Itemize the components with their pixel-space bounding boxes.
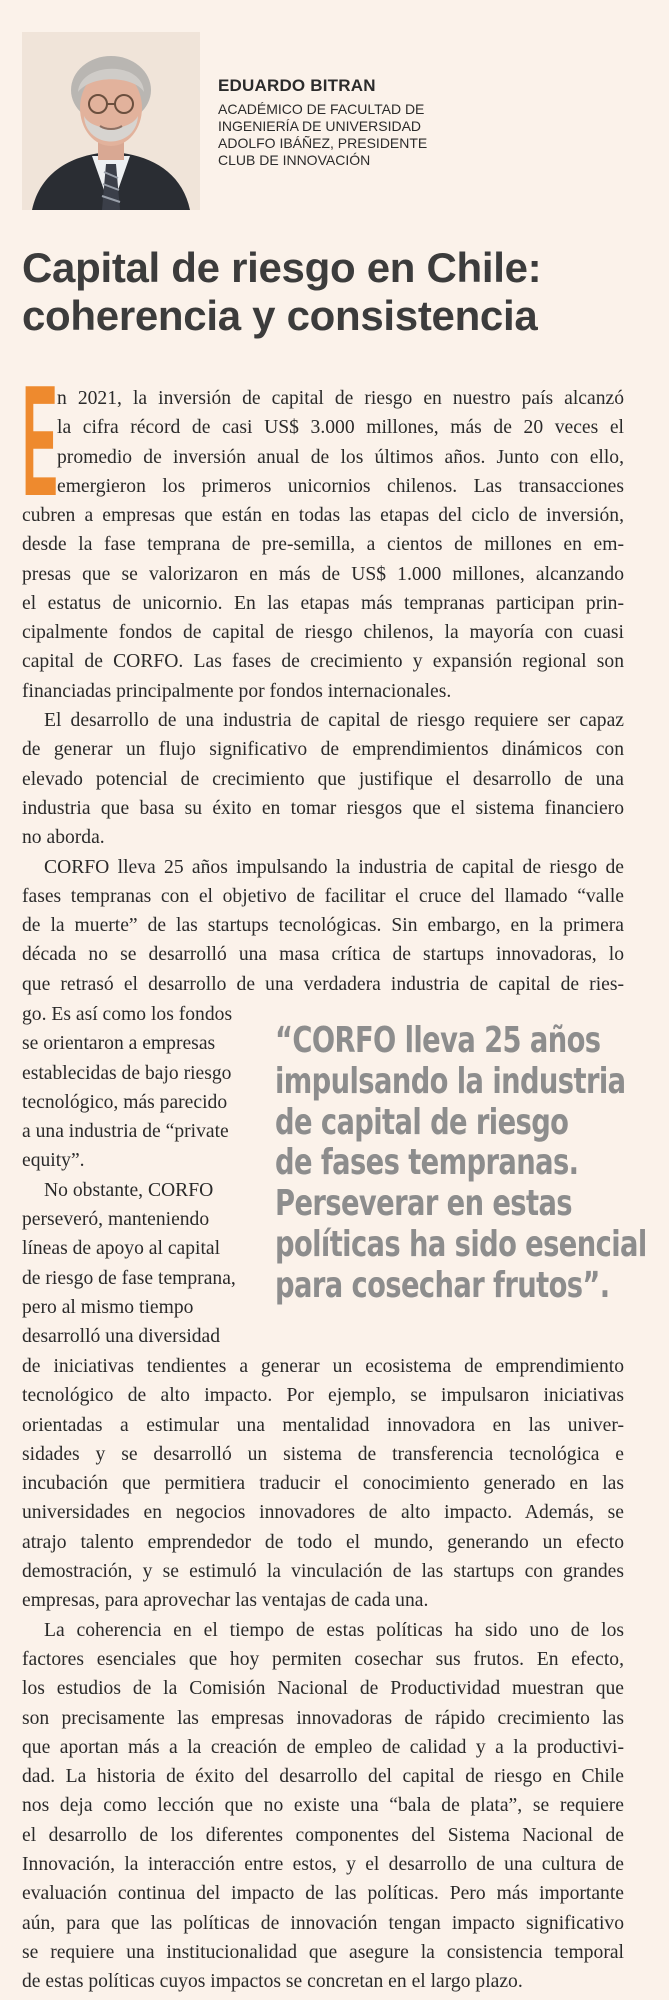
pull-quote-line: “CORFO lleva 25 años: [275, 1020, 601, 1061]
text-line: presas que se valorizaron en más de US$ 1.000 millones, alcanzando: [22, 563, 624, 585]
pull-quote-line: de capital de riesgo: [275, 1101, 569, 1143]
author-portrait-illustration: [22, 32, 200, 210]
article-body-top: [22, 501, 624, 999]
text-line: dad. La historia de éxito del desarrollo del capital de riesgo en Chile: [22, 1766, 624, 1788]
text-line: la cifra récord de casi US$ 3.000 millones, más de 20 veces el: [57, 417, 624, 439]
text-line: atrajo talento emprendedor de todo el mundo, generando un efecto: [22, 1531, 624, 1553]
headline-line: coherencia y consistencia: [22, 292, 538, 339]
text-line: pero al mismo tiempo: [22, 1296, 194, 1318]
pull-quote-line: para cosechar frutos”.: [275, 1264, 610, 1306]
text-line: n 2021, la inversión de capital de riesgo en nuestro país alcanzó: [57, 388, 624, 409]
text-line: de iniciativas tendientes a generar un ecosistema de emprendimiento: [22, 1356, 624, 1377]
text-line: cubren a empresas que están en todas las etapas del ciclo de inversión,: [22, 505, 624, 526]
author-name: EDUARDO BITRAN: [218, 76, 376, 95]
text-line: que aportan más a la creación de empleo de calidad y a la productivi-: [22, 1736, 624, 1758]
article-body-narrow: [22, 1000, 254, 1352]
text-line: nos deja como lección que no existe una “bala de plata”, se requiere: [22, 1795, 624, 1817]
text-line: de la muerte” de las startups tecnológicas. Sin embargo, en la primera: [22, 915, 624, 937]
pull-quote-line: Perseverar en estas: [275, 1183, 572, 1225]
text-line: tecnológico de alto impacto. Por ejemplo, se impulsaron iniciativas: [22, 1385, 624, 1407]
text-line: go. Es así como los fondos: [22, 1004, 233, 1025]
text-line: capital de CORFO. Las fases de crecimiento y expansión regional son: [22, 651, 624, 673]
text-line: demostración, y se estimuló la vinculación de las startups con grandes: [22, 1561, 624, 1583]
article-headline: [22, 244, 652, 340]
text-line: industria que basa su éxito en tomar riesgos que el sistema financiero: [22, 797, 624, 819]
text-line: los estudios de la Comisión Nacional de Productividad muestran que: [22, 1678, 624, 1700]
paragraph-intro: [57, 384, 624, 501]
text-line: evaluación continua del impacto de las políticas. Pero más importante: [22, 1883, 624, 1905]
text-line: que retrasó el desarrollo de una verdadera industria de capital de ries-: [22, 973, 624, 995]
pull-quote-line: impulsando la industria: [275, 1060, 626, 1102]
author-info: [218, 76, 427, 169]
text-line: fases tempranas con el objetivo de facilitar el cruce del llamado “valle: [22, 885, 624, 907]
text-line: son precisamente las empresas innovadoras de rápido crecimiento las: [22, 1707, 624, 1729]
text-line: aún, para que las políticas de innovación tengan impacto significativo: [22, 1912, 624, 1934]
text-line: el desarrollo de los diferentes componentes del Sistema Nacional de: [22, 1824, 624, 1846]
text-line: factores esenciales que hoy permiten cosechar sus frutos. En efecto,: [22, 1648, 624, 1670]
text-line: líneas de apoyo al capital: [22, 1238, 221, 1260]
text-line: Innovación, la interacción entre estos, y el desarrollo de una cultura de: [22, 1854, 624, 1876]
drop-cap: [22, 353, 58, 529]
text-line: de generar un flujo significativo de emprendimientos dinámicos con: [22, 739, 624, 761]
author-role-line: CLUB DE INNOVACIÓN: [218, 152, 371, 168]
text-line: sidades y se desarrolló un sistema de transferencia tecnológica e: [22, 1443, 624, 1465]
text-line: No obstante, CORFO: [44, 1179, 214, 1201]
text-line: tecnológico, más parecido: [22, 1091, 228, 1113]
text-line: se requiere una institucionalidad que asegure la consistencia temporal: [22, 1941, 624, 1963]
text-line: desde la fase temprana de pre-semilla, a cientos de millones en em-: [22, 534, 624, 556]
author-role-line: ADOLFO IBÁÑEZ, PRESIDENTE: [218, 135, 428, 151]
text-line: de riesgo de fase temprana,: [22, 1267, 236, 1289]
text-line: equity”.: [22, 1150, 85, 1172]
author-photo: [22, 32, 200, 210]
author-role: [218, 101, 427, 169]
text-line: universidades en negocios innovadores de alto impacto. Además, se: [22, 1502, 624, 1524]
text-line: promedio de inversión anual de los últimos años. Junto con ello,: [57, 446, 624, 468]
text-line: orientadas a estimular una mentalidad innovadora en las univer-: [22, 1414, 624, 1436]
pull-quote: [275, 1021, 660, 1307]
text-line: financiadas principalmente por fondos internacionales.: [22, 680, 452, 702]
text-line: establecidas de bajo riesgo: [22, 1062, 232, 1084]
text-line: se orientaron a empresas: [22, 1033, 216, 1055]
text-line: incubación que permitiera traducir el conocimiento generado en las: [22, 1473, 624, 1495]
text-line: de estas políticas cuyos impactos se concretan en el largo plazo.: [22, 1971, 523, 1993]
author-role-line: ACADÉMICO DE FACULTAD DE: [218, 101, 425, 117]
headline-line: Capital de riesgo en Chile:: [22, 244, 542, 291]
article-body-bottom: [22, 1352, 624, 1997]
text-line: no aborda.: [22, 827, 105, 849]
text-line: perseveró, manteniendo: [22, 1209, 210, 1231]
author-role-line: INGENIERÍA DE UNIVERSIDAD: [218, 118, 422, 134]
text-line: desarrolló una diversidad: [22, 1326, 221, 1348]
text-line: cipalmente fondos de capital de riesgo chilenos, la mayoría con cuasi: [22, 622, 624, 644]
text-line: elevado potencial de crecimiento que justifique el desarrollo de una: [22, 768, 624, 790]
pull-quote-line: de fases tempranas.: [275, 1142, 579, 1184]
pull-quote-line: políticas ha sido esencial: [275, 1223, 647, 1265]
text-line: empresas, para aprovechar las ventajas de cada una.: [22, 1590, 429, 1612]
text-line: CORFO lleva 25 años impulsando la industria de capital de riesgo de: [44, 856, 624, 878]
drop-cap-letter: E: [22, 353, 58, 529]
text-line: década no se desarrolló una masa crítica de startups innovadoras, lo: [22, 944, 624, 966]
text-line: a una industria de “private: [22, 1121, 229, 1143]
text-line: La coherencia en el tiempo de estas políticas ha sido uno de los: [44, 1619, 624, 1641]
text-line: El desarrollo de una industria de capital de riesgo requiere ser capaz: [44, 710, 624, 732]
text-line: emergieron los primeros unicornios chilenos. Las transacciones: [57, 475, 624, 497]
text-line: el estatus de unicornio. En las etapas más tempranas participan prin-: [22, 592, 624, 614]
